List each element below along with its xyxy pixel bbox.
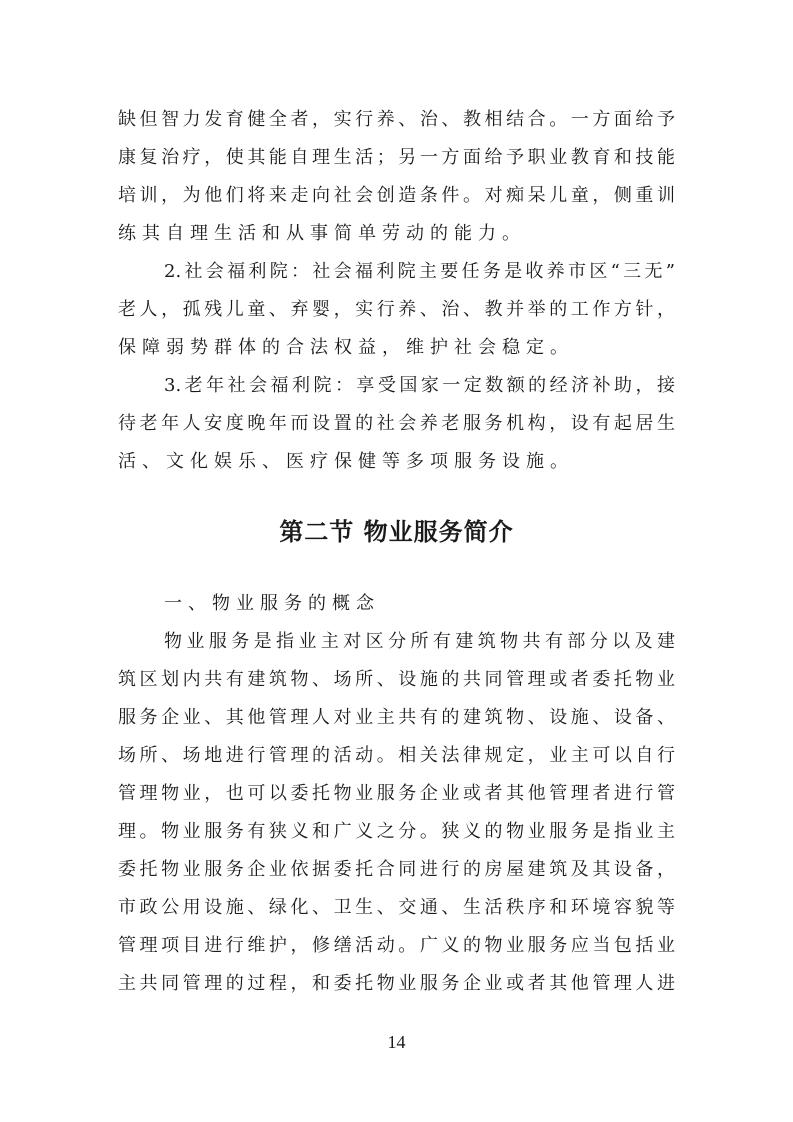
- paragraph-line: 康复治疗，使其能自理生活；另一方面给予职业教育和技能: [118, 147, 675, 168]
- paragraph-line: 筑区划内共有建筑物、场所、设施的共同管理或者委托物业: [118, 669, 675, 690]
- paragraph-line: 主共同管理的过程，和委托物业服务企业或者其他管理人进: [118, 973, 675, 994]
- paragraph-line: 老人，孤残儿童、弃婴，实行养、治、教并举的工作方针，: [118, 299, 675, 320]
- section-heading: 第二节 物业服务简介: [279, 518, 514, 546]
- paragraph-line: 保障弱势群体的合法权益，维护社会稳定。: [118, 337, 574, 358]
- paragraph-line: 活、文化娱乐、医疗保健等多项服务设施。: [118, 451, 574, 472]
- paragraph-line: 3.老年社会福利院：享受国家一定数额的经济补助，接: [164, 375, 675, 396]
- paragraph-line: 理。物业服务有狭义和广义之分。狭义的物业服务是指业主: [118, 821, 675, 842]
- paragraph-line: 服务企业、其他管理人对业主共有的建筑物、设施、设备、: [118, 707, 675, 728]
- subsection-title: 一、物业服务的概念: [164, 593, 380, 614]
- paragraph-line: 委托物业服务企业依据委托合同进行的房屋建筑及其设备，: [118, 859, 675, 880]
- paragraph-line: 2.社会福利院：社会福利院主要任务是收养市区“三无”: [164, 261, 675, 282]
- paragraph-line: 物业服务是指业主对区分所有建筑物共有部分以及建: [164, 631, 675, 652]
- paragraph-line: 待老年人安度晚年而设置的社会养老服务机构，设有起居生: [118, 413, 675, 434]
- paragraph-line: 市政公用设施、绿化、卫生、交通、生活秩序和环境容貌等: [118, 897, 675, 918]
- paragraph-line: 练其自理生活和从事简单劳动的能力。: [118, 223, 526, 244]
- paragraph-line: 管理项目进行维护，修缮活动。广义的物业服务应当包括业: [118, 935, 675, 956]
- paragraph-line: 管理物业，也可以委托物业服务企业或者其他管理者进行管: [118, 783, 675, 804]
- page-number: 14: [387, 1032, 406, 1052]
- paragraph-line: 场所、场地进行管理的活动。相关法律规定，业主可以自行: [118, 745, 675, 766]
- paragraph-line: 缺但智力发育健全者，实行养、治、教相结合。一方面给予: [118, 109, 675, 130]
- paragraph-line: 培训，为他们将来走向社会创造条件。对痴呆儿童，侧重训: [118, 185, 675, 206]
